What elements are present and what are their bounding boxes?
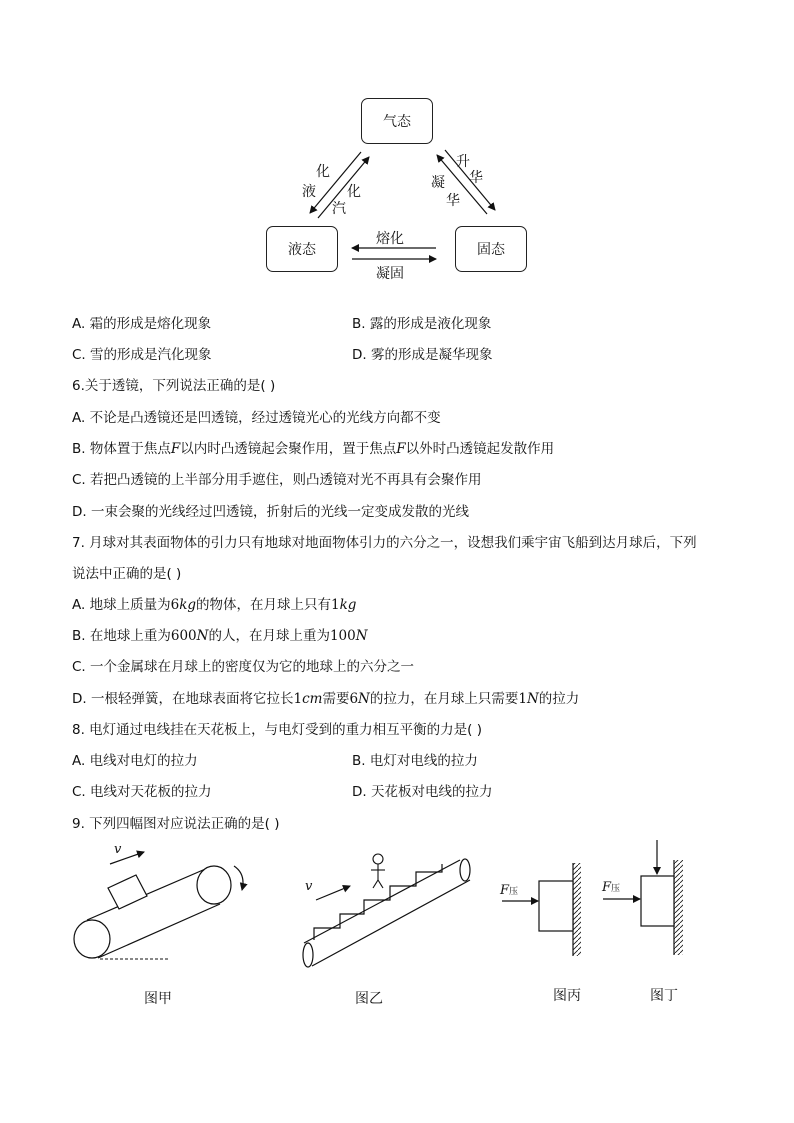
q7-b-text1: B. 在地球上重为 (72, 628, 171, 644)
gas-state-box (361, 98, 433, 144)
q7-a-text2: 的物体，在月球上只有 (196, 597, 332, 613)
q7-b-num1: 600 (170, 628, 197, 644)
q7-stem-line2: 说法中正确的是( ) (72, 566, 182, 582)
vaporize-char-qi: 汽 (332, 201, 346, 217)
wall-hatch-ding (674, 860, 683, 955)
block-on-belt (108, 875, 147, 909)
q6-option-b (72, 440, 554, 458)
vaporize-char-hua: 化 (347, 184, 361, 200)
q6-option-a: A. 不论是凸透镜还是凹透镜，经过透镜光心的光线方向都不变 (72, 410, 441, 426)
escalator-bottom-edge (312, 880, 470, 966)
q6-b-focus1: F (170, 441, 181, 457)
q7-stem-line1: 7. 月球对其表面物体的引力只有地球对地面物体引力的六分之一，设想我们乘宇宙飞船到达月球后，下列 (72, 535, 697, 551)
q7-option-b (72, 627, 368, 645)
q5-option-b: B. 露的形成是液化现象 (352, 316, 492, 332)
solid-state-box (455, 226, 527, 272)
q7-d-text3: 的拉力，在月球上只需要 (369, 691, 519, 707)
q7-option-a (72, 596, 356, 614)
bing-drawing (498, 855, 588, 965)
wall-hatch-bing (573, 863, 581, 956)
person-head (373, 854, 383, 864)
caption-yi: 图乙 (355, 991, 383, 1007)
q8-option-d: D. 天花板对电线的拉力 (352, 784, 493, 800)
q7-d-text2: 需要 (322, 691, 350, 707)
phase-change-diagram (260, 92, 540, 287)
liquid-label: 液态 (288, 242, 316, 258)
figure-bing (498, 855, 588, 1010)
figure-yi (298, 850, 478, 1010)
deposit-char-hua: 华 (446, 193, 460, 209)
roller-right (197, 866, 231, 904)
q6-option-c: C. 若把凸透镜的上半部分用手遮住，则凸透镜对光不再具有会聚作用 (72, 472, 482, 488)
velocity-label-jia: v (114, 842, 122, 857)
q7-a-unit1: kg (179, 597, 197, 613)
q6-option-d: D. 一束会聚的光线经过凹透镜，折射后的光线一定变成发散的光线 (72, 504, 469, 520)
force-sub-bing: 压 (509, 887, 519, 897)
rotation-arrow (234, 866, 243, 890)
gas-label: 气态 (383, 114, 411, 130)
ding-drawing (600, 838, 695, 963)
q7-d-unit1: cm (302, 691, 323, 707)
q7-d-num2: 6 (349, 691, 359, 707)
q7-a-num2: 1 (331, 597, 340, 613)
q6-b-focus2: F (396, 441, 406, 457)
q7-a-num1: 6 (170, 597, 180, 613)
person-leg-left (373, 880, 378, 888)
q7-d-text1: D. 一根轻弹簧，在地球表面将它拉长 (72, 691, 294, 707)
freezing-label: 凝固 (376, 266, 404, 282)
caption-ding: 图丁 (650, 988, 678, 1004)
q7-d-num3: 1 (518, 691, 527, 707)
melting-label: 熔化 (376, 231, 404, 247)
force-sub-ding: 压 (611, 884, 621, 894)
belt-bottom-edge (98, 904, 220, 958)
q7-option-d (72, 690, 579, 708)
escalator-end-left (303, 943, 313, 967)
q6-stem: 6.关于透镜，下列说法正确的是( ) (72, 378, 276, 394)
belt-top-edge (87, 867, 210, 920)
q7-a-text1: A. 地球上质量为 (72, 597, 171, 613)
force-label-bing (500, 883, 518, 898)
roller-left (74, 920, 110, 958)
velocity-label-yi: v (305, 879, 313, 894)
q8-stem: 8. 电灯通过电线挂在天花板上，与电灯受到的重力相互平衡的力是( ) (72, 722, 482, 738)
velocity-arrow-yi (316, 886, 350, 900)
q5-option-d: D. 雾的形成是凝华现象 (352, 347, 493, 363)
q7-b-num2: 100 (329, 628, 356, 644)
q8-option-a: A. 电线对电灯的拉力 (72, 753, 198, 769)
liquefy-char-hua: 化 (316, 164, 330, 180)
force-label-ding (602, 880, 620, 895)
force-symbol-ding: F (602, 880, 612, 895)
escalator-drawing (298, 850, 478, 975)
q6-b-text1: B. 物体置于焦点 (72, 441, 171, 457)
q7-d-unit3: N (526, 691, 539, 707)
caption-jia: 图甲 (144, 991, 172, 1007)
force-symbol-bing: F (500, 883, 510, 898)
caption-bing: 图丙 (553, 988, 581, 1004)
liquefy-char-ye: 液 (302, 184, 316, 200)
escalator-end-right (460, 859, 470, 881)
q7-b-unit2: N (355, 628, 368, 644)
q7-b-unit1: N (196, 628, 209, 644)
q5-option-c: C. 雪的形成是汽化现象 (72, 347, 212, 363)
figure-jia (68, 838, 258, 1018)
person-leg-right (378, 880, 383, 888)
q6-b-text2: 以内时凸透镜起会聚作用，置于焦点 (180, 441, 397, 457)
sublime-char-sheng: 升 (456, 154, 470, 170)
q7-d-unit2: N (358, 691, 370, 707)
q6-b-text3: 以外时凸透镜起发散作用 (405, 441, 555, 457)
figure-ding (600, 838, 695, 1008)
block-bing (539, 881, 573, 931)
liquid-state-box (266, 226, 338, 272)
q7-d-text4: 的拉力 (538, 691, 580, 707)
q7-option-c: C. 一个金属球在月球上的密度仅为它的地球上的六分之一 (72, 659, 415, 675)
deposit-char-ning: 凝 (431, 175, 445, 191)
q8-option-c: C. 电线对天花板的拉力 (72, 784, 212, 800)
solid-label: 固态 (477, 242, 505, 258)
q9-stem: 9. 下列四幅图对应说法正确的是( ) (72, 816, 280, 832)
q7-b-text2: 的人，在月球上重为 (208, 628, 330, 644)
q7-a-unit2: kg (339, 597, 357, 613)
q5-option-a: A. 霜的形成是熔化现象 (72, 316, 212, 332)
block-ding (641, 876, 674, 926)
q8-option-b: B. 电灯对电线的拉力 (352, 753, 478, 769)
q7-d-num1: 1 (293, 691, 303, 707)
sublime-char-hua: 华 (469, 170, 483, 186)
conveyor-drawing (68, 838, 258, 968)
